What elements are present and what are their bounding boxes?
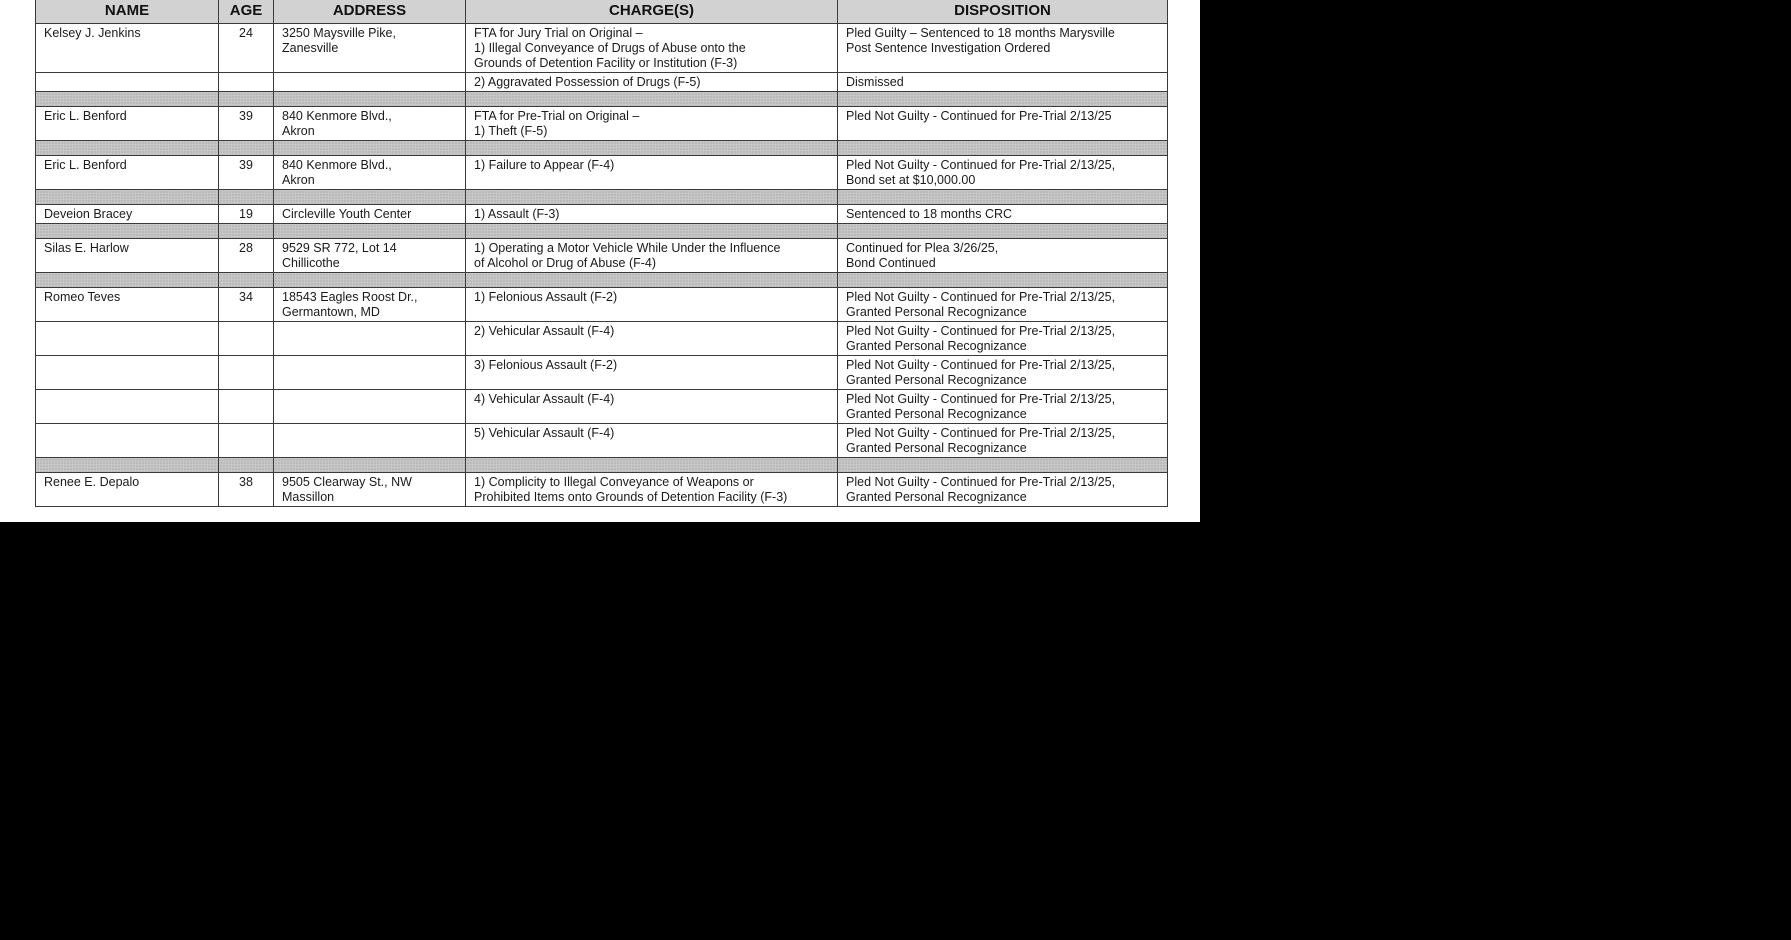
disposition-cell (838, 73, 1168, 92)
defendant-name-cell: Eric L. Benford (36, 107, 219, 141)
charge-cell (466, 107, 838, 141)
disposition-line: Pled Not Guilty - Continued for Pre-Trial 2/13/25, (846, 324, 1116, 338)
header-age: AGE (219, 0, 274, 24)
disposition-cell (838, 288, 1168, 322)
document-page (0, 0, 1200, 522)
separator-cell (274, 458, 466, 473)
address-cell (274, 156, 466, 190)
charge-cell (466, 239, 838, 273)
disposition-line: Granted Personal Recognizance (846, 305, 1027, 319)
address-line: Massillon (282, 490, 335, 504)
separator-cell (219, 141, 274, 156)
age-cell (219, 424, 274, 458)
table-row (36, 322, 1168, 356)
table-row (36, 288, 1168, 322)
address-line: Chillicothe (282, 256, 340, 270)
charge-line: 1) Illegal Conveyance of Drugs of Abuse onto the (474, 41, 746, 55)
separator-cell (838, 273, 1168, 288)
separator-cell (219, 224, 274, 239)
disposition-cell (838, 107, 1168, 141)
separator-cell (36, 141, 219, 156)
charge-cell (466, 73, 838, 92)
separator-cell (36, 190, 219, 205)
separator-cell (838, 141, 1168, 156)
disposition-line: Dismissed (846, 75, 904, 89)
age-cell: 39 (219, 107, 274, 141)
separator-cell (274, 190, 466, 205)
separator-cell (466, 190, 838, 205)
address-line: Zanesville (282, 41, 339, 55)
defendant-name-cell (36, 322, 219, 356)
defendant-name-cell: Deveion Bracey (36, 205, 219, 224)
charge-line: of Alcohol or Drug of Abuse (F-4) (474, 256, 657, 270)
disposition-line: Bond Continued (846, 256, 936, 270)
separator-row (36, 458, 1168, 473)
charge-line: Grounds of Detention Facility or Institution (F-3) (474, 56, 738, 70)
defendant-name-cell: Renee E. Depalo (36, 473, 219, 507)
address-line: Circleville Youth Center (282, 207, 412, 221)
address-line: Akron (282, 124, 315, 138)
charge-cell (466, 205, 838, 224)
header-name: NAME (36, 0, 219, 24)
disposition-line: Pled Not Guilty - Continued for Pre-Trial 2/13/25 (846, 109, 1112, 123)
address-line: 840 Kenmore Blvd., (282, 109, 392, 123)
address-cell (274, 73, 466, 92)
address-line: 9505 Clearway St., NW (282, 475, 412, 489)
age-cell (219, 73, 274, 92)
disposition-line: Pled Not Guilty - Continued for Pre-Trial 2/13/25, (846, 392, 1116, 406)
disposition-cell (838, 156, 1168, 190)
age-cell: 28 (219, 239, 274, 273)
disposition-line: Granted Personal Recognizance (846, 490, 1027, 504)
age-cell (219, 390, 274, 424)
separator-row (36, 190, 1168, 205)
separator-row (36, 224, 1168, 239)
charge-cell (466, 288, 838, 322)
disposition-cell (838, 24, 1168, 73)
disposition-line: Granted Personal Recognizance (846, 441, 1027, 455)
separator-row (36, 141, 1168, 156)
defendant-name-cell (36, 356, 219, 390)
defendant-name-cell: Romeo Teves (36, 288, 219, 322)
address-line: Akron (282, 173, 315, 187)
disposition-line: Granted Personal Recognizance (846, 407, 1027, 421)
disposition-line: Sentenced to 18 months CRC (846, 207, 1013, 221)
charge-cell (466, 424, 838, 458)
separator-cell (36, 224, 219, 239)
table-row (36, 390, 1168, 424)
age-cell (219, 356, 274, 390)
age-cell (219, 322, 274, 356)
age-cell: 19 (219, 205, 274, 224)
separator-cell (838, 92, 1168, 107)
separator-cell (219, 190, 274, 205)
disposition-line: Pled Not Guilty - Continued for Pre-Trial 2/13/25, (846, 426, 1116, 440)
charge-cell (466, 473, 838, 507)
charge-line: 1) Felonious Assault (F-2) (474, 290, 618, 304)
address-line: Germantown, MD (282, 305, 380, 319)
charge-line: 1) Failure to Appear (F-4) (474, 158, 615, 172)
disposition-line: Granted Personal Recognizance (846, 339, 1027, 353)
charge-line: FTA for Pre-Trial on Original – (474, 109, 640, 123)
charge-line: 3) Felonious Assault (F-2) (474, 358, 618, 372)
defendant-name-cell (36, 424, 219, 458)
charge-cell (466, 322, 838, 356)
header-charges: CHARGE(S) (466, 0, 838, 24)
defendant-name-cell: Eric L. Benford (36, 156, 219, 190)
address-cell (274, 24, 466, 73)
address-line: 9529 SR 772, Lot 14 (282, 241, 397, 255)
charge-line: 1) Theft (F-5) (474, 124, 548, 138)
header-row (36, 0, 1168, 24)
defendant-name-cell: Kelsey J. Jenkins (36, 24, 219, 73)
charge-line: 2) Vehicular Assault (F-4) (474, 324, 615, 338)
charge-line: 1) Complicity to Illegal Conveyance of Weapons or (474, 475, 754, 489)
table-row (36, 473, 1168, 507)
address-line: 18543 Eagles Roost Dr., (282, 290, 418, 304)
disposition-cell (838, 390, 1168, 424)
disposition-line: Pled Not Guilty - Continued for Pre-Trial 2/13/25, (846, 158, 1116, 172)
address-cell (274, 239, 466, 273)
table-row (36, 24, 1168, 73)
header-disposition: DISPOSITION (838, 0, 1168, 24)
defendant-name-cell: Silas E. Harlow (36, 239, 219, 273)
defendant-name-cell (36, 390, 219, 424)
address-cell (274, 322, 466, 356)
charge-cell (466, 390, 838, 424)
address-cell (274, 288, 466, 322)
separator-cell (36, 92, 219, 107)
disposition-line: Continued for Plea 3/26/25, (846, 241, 999, 255)
court-docket-table (35, 0, 1168, 507)
table-row (36, 73, 1168, 92)
address-cell (274, 390, 466, 424)
defendant-name-cell (36, 73, 219, 92)
header-address: ADDRESS (274, 0, 466, 24)
charge-line: 1) Assault (F-3) (474, 207, 560, 221)
separator-cell (274, 224, 466, 239)
age-cell: 34 (219, 288, 274, 322)
disposition-cell (838, 322, 1168, 356)
age-cell: 24 (219, 24, 274, 73)
table-row (36, 107, 1168, 141)
address-cell (274, 205, 466, 224)
table-row (36, 356, 1168, 390)
separator-cell (36, 458, 219, 473)
charge-line: 2) Aggravated Possession of Drugs (F-5) (474, 75, 701, 89)
disposition-line: Post Sentence Investigation Ordered (846, 41, 1051, 55)
separator-cell (219, 92, 274, 107)
address-line: 3250 Maysville Pike, (282, 26, 396, 40)
separator-cell (274, 273, 466, 288)
disposition-line: Pled Not Guilty - Continued for Pre-Trial 2/13/25, (846, 290, 1116, 304)
disposition-cell (838, 424, 1168, 458)
charge-line: 5) Vehicular Assault (F-4) (474, 426, 615, 440)
separator-cell (466, 141, 838, 156)
disposition-line: Bond set at $10,000.00 (846, 173, 976, 187)
table-row (36, 239, 1168, 273)
charge-line: Prohibited Items onto Grounds of Detention Facility (F-3) (474, 490, 788, 504)
separator-cell (274, 141, 466, 156)
table-header (36, 0, 1168, 24)
table-row (36, 424, 1168, 458)
age-cell: 39 (219, 156, 274, 190)
separator-cell (274, 92, 466, 107)
separator-cell (466, 224, 838, 239)
charge-cell (466, 24, 838, 73)
separator-cell (219, 458, 274, 473)
separator-cell (466, 458, 838, 473)
table-row (36, 156, 1168, 190)
table-row (36, 205, 1168, 224)
disposition-line: Pled Not Guilty - Continued for Pre-Trial 2/13/25, (846, 358, 1116, 372)
charge-line: 4) Vehicular Assault (F-4) (474, 392, 615, 406)
disposition-cell (838, 239, 1168, 273)
charge-cell (466, 356, 838, 390)
separator-cell (838, 190, 1168, 205)
charge-cell (466, 156, 838, 190)
age-cell: 38 (219, 473, 274, 507)
address-line: 840 Kenmore Blvd., (282, 158, 392, 172)
separator-cell (466, 92, 838, 107)
separator-row (36, 273, 1168, 288)
separator-cell (838, 224, 1168, 239)
table-body (36, 24, 1168, 507)
separator-cell (838, 458, 1168, 473)
disposition-line: Pled Not Guilty - Continued for Pre-Trial 2/13/25, (846, 475, 1116, 489)
disposition-cell (838, 473, 1168, 507)
address-cell (274, 424, 466, 458)
charge-line: 1) Operating a Motor Vehicle While Under the Influence (474, 241, 781, 255)
separator-cell (466, 273, 838, 288)
disposition-cell (838, 205, 1168, 224)
charge-line: FTA for Jury Trial on Original – (474, 26, 643, 40)
address-cell (274, 107, 466, 141)
separator-cell (36, 273, 219, 288)
separator-row (36, 92, 1168, 107)
address-cell (274, 473, 466, 507)
disposition-cell (838, 356, 1168, 390)
address-cell (274, 356, 466, 390)
separator-cell (219, 273, 274, 288)
disposition-line: Pled Guilty – Sentenced to 18 months Marysville (846, 26, 1115, 40)
disposition-line: Granted Personal Recognizance (846, 373, 1027, 387)
